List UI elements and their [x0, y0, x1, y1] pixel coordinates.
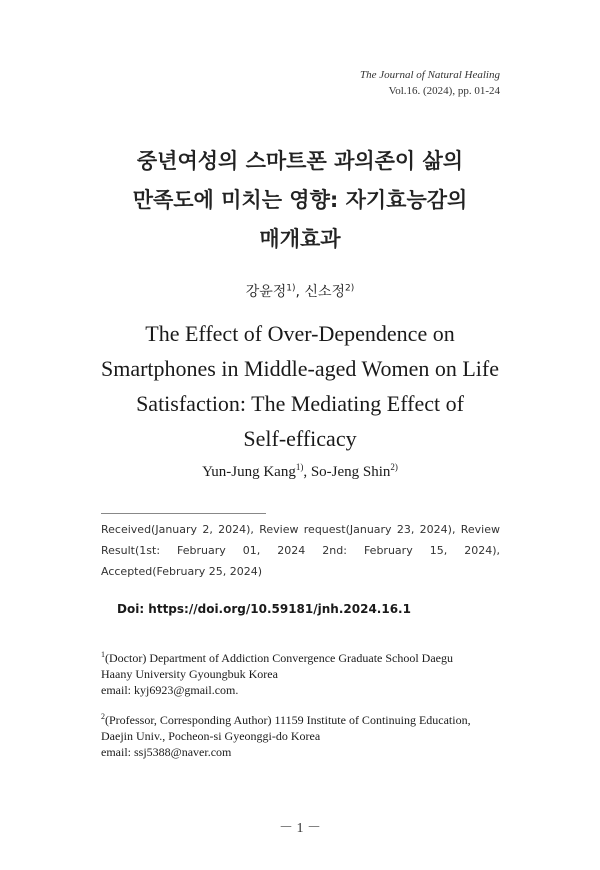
footnote-divider	[101, 513, 266, 514]
korean-title-line: 만족도에 미치는 영향: 자기효능감의	[132, 188, 468, 212]
english-title-line: Self-efficacy	[243, 426, 357, 451]
korean-authors	[0, 281, 600, 301]
english-authors	[0, 464, 600, 481]
affiliation-text: (Professor, Corresponding Author) 11159 Institute of Continuing Education,	[105, 713, 471, 727]
affiliation-line: Daejin Univ., Pocheon-si Gyeonggi-do Korea	[101, 729, 321, 743]
korean-title-line: 중년여성의 스마트폰 과의존이 삶의	[136, 149, 464, 173]
affiliation-line: Haany University Gyoungbuk Korea	[101, 667, 278, 681]
english-title	[40, 316, 560, 456]
journal-header	[360, 67, 500, 99]
affiliation-1	[101, 650, 500, 698]
english-author-2-mark: 2)	[390, 462, 398, 472]
english-author-1: Yun-Jung Kang	[202, 464, 296, 480]
korean-author-1: 강윤정	[245, 284, 287, 300]
received-dates: Received(January 2, 2024), Review request(January 23, 2024), Review Result(1st: February 01, 2024 2nd: February 15, 2024), Accepted(February 25, 2024)	[101, 523, 500, 578]
affiliation-mark: 2	[101, 712, 105, 721]
korean-author-2-mark: 2)	[345, 283, 355, 294]
affiliation-mark: 1	[101, 650, 105, 659]
korean-author-2: 신소정	[304, 284, 346, 300]
affiliation-line	[101, 712, 500, 728]
english-title-line: Smartphones in Middle-aged Women on Life	[100, 356, 500, 381]
doi-link[interactable]: Doi: https://doi.org/10.59181/jnh.2024.16.1	[117, 602, 411, 616]
affiliation-email: email: kyj6923@gmail.com.	[101, 683, 239, 697]
korean-title-line: 매개효과	[259, 227, 341, 251]
author-separator: ,	[303, 464, 311, 480]
author-separator: ,	[295, 284, 305, 300]
korean-title	[0, 142, 600, 259]
english-title-line: The Effect of Over-Dependence on	[145, 321, 455, 346]
affiliation-line	[101, 650, 500, 666]
affiliation-email: email: ssj5388@naver.com	[101, 745, 232, 759]
english-author-1-mark: 1)	[295, 462, 304, 472]
english-author-2: So-Jeng Shin	[310, 464, 391, 480]
english-title-line: Satisfaction: The Mediating Effect of	[136, 391, 464, 416]
affiliation-2	[101, 712, 500, 760]
page-number: － 1 －	[279, 821, 321, 836]
affiliation-text: (Doctor) Department of Addiction Convergence Graduate School Daegu	[105, 651, 453, 665]
korean-author-1-mark: 1)	[286, 283, 296, 294]
journal-name: The Journal of Natural Healing	[360, 69, 500, 81]
volume-info: Vol.16. (2024), pp. 01-24	[388, 85, 500, 97]
